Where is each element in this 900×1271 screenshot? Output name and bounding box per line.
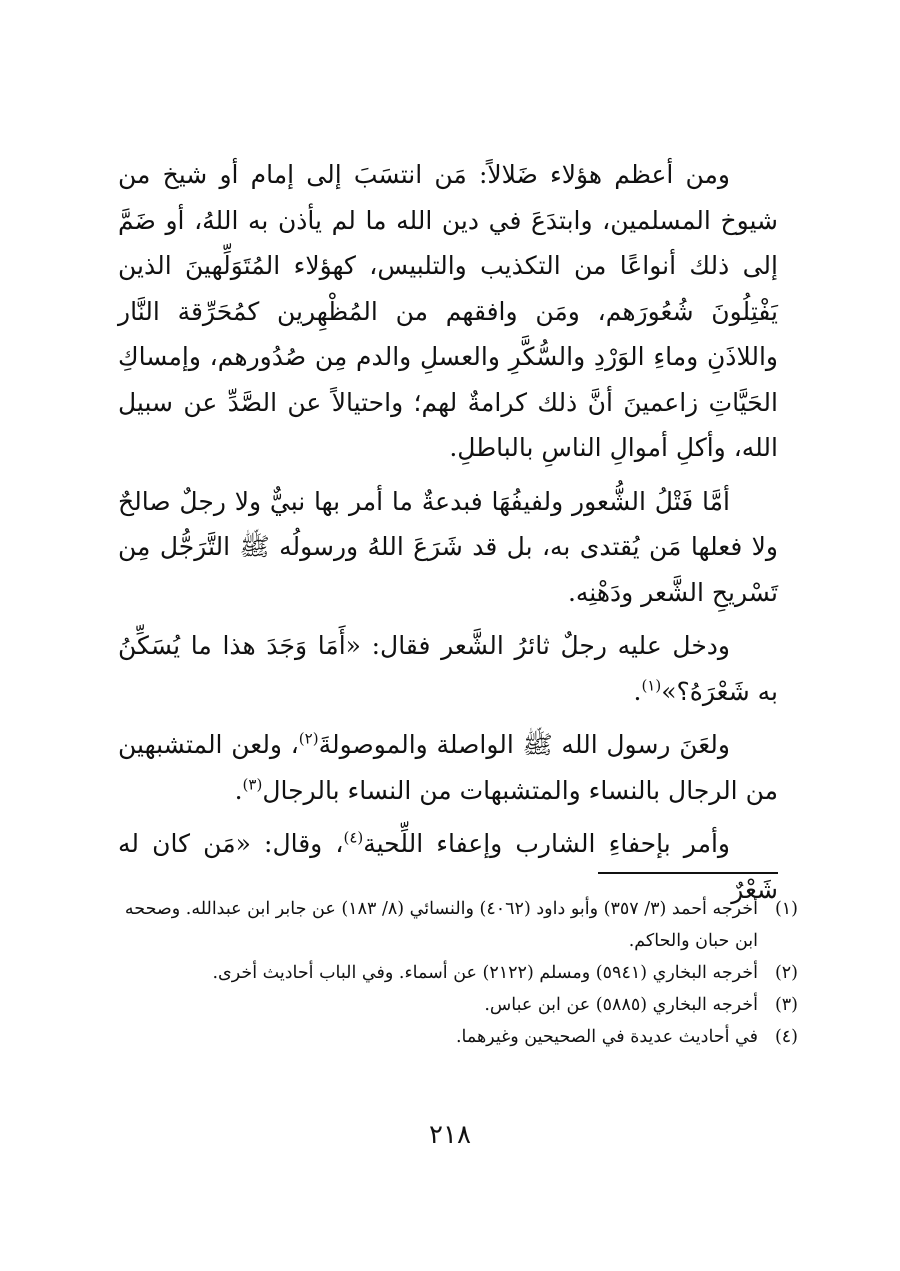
footnote-4 [118, 1021, 798, 1053]
footnote-text: أخرجه أحمد (٣/ ٣٥٧) وأبو داود (٤٠٦٢) والنسائي (٨/ ١٨٣) عن جابر ابن عبدالله. وصححه ابن حبان والحاكم. [124, 899, 758, 951]
footnote-text: أخرجه البخاري (٥٨٨٥) عن ابن عباس. [484, 995, 758, 1015]
footnote-number: (١) [774, 899, 798, 919]
footnote-ref-4: (٤) [343, 828, 364, 847]
footnote-text: في أحاديث عديدة في الصحيحين وغيرهما. [455, 1027, 758, 1047]
footnote-number: (٣) [774, 995, 798, 1015]
footnote-1 [118, 893, 798, 957]
footnote-text: أخرجه البخاري (٥٩٤١) ومسلم (٢١٢٢) عن أسماء. وفي الباب أحاديث أخرى. [212, 963, 758, 983]
paragraph-4-text: ولعَنَ رسول الله ﷺ الواصلة والموصولةَ [318, 730, 730, 759]
page-number: ٢١٨ [429, 1120, 471, 1150]
paragraph-3: ودخل عليه رجلٌ ثائرُ الشَّعر فقال: «أَمَا وَجَدَ هذا ما يُسَكِّنُ به شَعْرَهُ؟»$^{(١)}$. [118, 631, 778, 706]
footnote-3 [118, 989, 798, 1021]
paragraph-3-text: ودخل عليه رجلٌ ثائرُ الشَّعر فقال: «أَمَا وَجَدَ هذا ما يُسَكِّنُ به شَعْرَهُ؟» [118, 631, 778, 706]
paragraph-2: أمَّا فَتْلُ الشُّعور ولفيفُهَا فبدعةٌ ما أمر بها نبيٌّ ولا رجلٌ صالحٌ ولا فعلها مَن يُقتدى به، بل قد شَرَعَ اللهُ ورسولُه ﷺ التَّرَجُّل مِن تَسْريحِ الشَّعر ودَهْنِه. [118, 486, 778, 607]
main-text [118, 152, 778, 920]
footnote-ref-2: (٢) [298, 729, 319, 748]
paragraph-1: ومن أعظم هؤلاء ضَلالاً: مَن انتسَبَ إلى إمام أو شيخ من شيوخ المسلمين، وابتدَعَ في دين الله ما لم يأذن به اللهُ، أو ضَمَّ إلى ذلك أنواعًا من التكذيب والتلبيس، كهؤلاء المُتَوَلِّهينَ الذين يَفْتِلُونَ شُعُورَهم، ومَن وافقهم من المُظْهِرين كمُحَرِّقة النَّار واللاذَنِ وماءِ الوَرْدِ والسُّكَّرِ والعسلِ والدم مِن صُدُورهم، وإمساكِ الحَيَّاتِ زاعمينَ أنَّ ذلك كرامةٌ لهم؛ واحتيالاً عن الصَّدِّ عن سبيل الله، وأكلِ أموالِ الناسِ بالباطلِ. [118, 160, 778, 462]
paragraph-4: ولعَنَ رسول الله ﷺ الواصلة والموصولةَ$^{(٢)}$، ولعن المتشبهين من الرجال بالنساء والمتشبهات من النساء بالرجال$^{(٣)}$. [118, 729, 778, 805]
footnote-ref-1: (١) [641, 676, 662, 695]
paragraph-4-continuation: ، ولعن المتشبهين من الرجال بالنساء والمتشبهات من النساء بالرجال [118, 730, 778, 805]
footnote-2 [118, 957, 798, 989]
paragraph-5-continuation: ، وقال: «مَن كان له شَعْرٌ [118, 829, 778, 904]
paragraph-5-text: وأمر بإحفاءِ الشارب وإعفاء اللِّحية [363, 829, 730, 858]
footnote-ref-3: (٣) [242, 775, 263, 794]
footnote-separator [598, 872, 778, 874]
footnote-number: (٤) [774, 1027, 798, 1047]
footnote-number: (٢) [774, 963, 798, 983]
footnotes [118, 893, 798, 1053]
